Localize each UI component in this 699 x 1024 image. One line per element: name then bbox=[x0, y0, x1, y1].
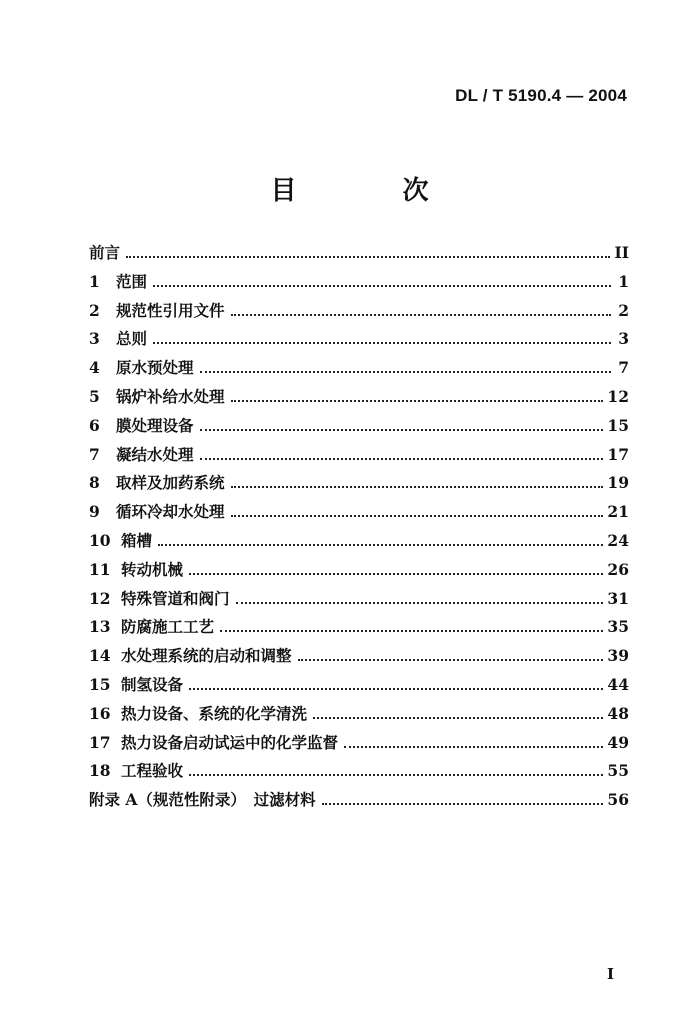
toc-entry[interactable] bbox=[89, 471, 629, 500]
toc-entry-page: 26 bbox=[607, 559, 629, 579]
toc-entry[interactable] bbox=[89, 529, 629, 558]
toc-entry-number: 8 bbox=[89, 473, 100, 493]
toc-entry-label: 前言 bbox=[89, 243, 121, 262]
toc-entry-page: 21 bbox=[607, 502, 629, 522]
toc-entry-label: 膜处理设备 bbox=[116, 415, 194, 435]
toc-entry[interactable] bbox=[89, 673, 629, 702]
toc-entry-number: 2 bbox=[89, 300, 100, 320]
toc-entry-page: 35 bbox=[607, 617, 629, 637]
toc-entry-page: 31 bbox=[607, 588, 629, 608]
toc-entry-page: 44 bbox=[607, 674, 629, 694]
toc-entry[interactable] bbox=[89, 759, 629, 788]
toc-leader-dots bbox=[231, 514, 604, 517]
toc-entry-page: 48 bbox=[607, 703, 629, 723]
toc-entry-number: 5 bbox=[89, 386, 100, 406]
toc-entry-label: 特殊管道和阀门 bbox=[121, 588, 230, 608]
toc-leader-dots bbox=[126, 255, 610, 258]
page-title: 目 次 bbox=[270, 176, 469, 206]
toc-leader-dots bbox=[153, 341, 611, 344]
toc-entry-page: 2 bbox=[618, 300, 629, 320]
toc-leader-dots bbox=[200, 428, 604, 431]
toc-leader-dots bbox=[189, 773, 603, 776]
toc-entry-number: 1 bbox=[89, 271, 100, 291]
toc-leader-dots bbox=[200, 370, 611, 373]
toc-entry-number: 9 bbox=[89, 502, 100, 522]
toc-entry-label: 原水预处理 bbox=[116, 358, 194, 378]
toc-entry-page: 7 bbox=[618, 358, 629, 378]
toc-entry-label: 范围 bbox=[116, 271, 148, 291]
toc-leader-dots bbox=[189, 572, 603, 575]
toc-entry[interactable] bbox=[89, 385, 629, 414]
toc-entry-label: 凝结水处理 bbox=[116, 444, 194, 464]
toc-entry-foreword[interactable] bbox=[89, 241, 629, 270]
toc-leader-dots bbox=[231, 485, 604, 488]
page-number: I bbox=[606, 965, 614, 983]
toc-entry[interactable] bbox=[89, 299, 629, 328]
toc-entry[interactable] bbox=[89, 500, 629, 529]
toc-entry-number: 3 bbox=[89, 329, 100, 349]
toc-entry[interactable] bbox=[89, 731, 629, 760]
toc-entry-page: 39 bbox=[607, 646, 629, 666]
toc-entry-label: 热力设备启动试运中的化学监督 bbox=[121, 732, 339, 752]
toc-entry-label: 制氢设备 bbox=[121, 674, 184, 694]
toc-entry-label: 转动机械 bbox=[121, 559, 184, 579]
toc-entry-label: 取样及加药系统 bbox=[116, 473, 225, 493]
toc-entry-number: 16 bbox=[89, 703, 111, 723]
toc-entry[interactable] bbox=[89, 356, 629, 385]
toc-leader-dots bbox=[236, 601, 604, 604]
toc-leader-dots bbox=[231, 399, 604, 402]
toc-entry-label: 总则 bbox=[116, 329, 148, 349]
table-of-contents bbox=[89, 241, 629, 817]
toc-leader-dots bbox=[189, 687, 603, 690]
toc-entry-page: 49 bbox=[607, 732, 629, 752]
toc-entry[interactable] bbox=[89, 414, 629, 443]
toc-entry-number: 11 bbox=[89, 559, 111, 579]
toc-entry-appendix-a[interactable] bbox=[89, 788, 629, 817]
toc-entry[interactable] bbox=[89, 587, 629, 616]
toc-entry-page: 55 bbox=[607, 761, 629, 781]
toc-entry[interactable] bbox=[89, 443, 629, 472]
toc-leader-dots bbox=[231, 313, 611, 316]
toc-leader-dots bbox=[313, 716, 603, 719]
toc-leader-dots bbox=[153, 284, 611, 287]
toc-entry-number: 10 bbox=[89, 530, 111, 550]
toc-leader-dots bbox=[322, 802, 604, 805]
toc-entry-number: 12 bbox=[89, 588, 111, 608]
toc-entry-label: 工程验收 bbox=[121, 761, 184, 781]
toc-entry-label: 水处理系统的启动和调整 bbox=[121, 646, 292, 666]
toc-entry-page: 17 bbox=[607, 444, 629, 464]
toc-entry-page: II bbox=[614, 243, 629, 262]
toc-entry-label: 循环冷却水处理 bbox=[116, 502, 225, 522]
toc-entry-page: 19 bbox=[607, 473, 629, 493]
toc-entry-number: 14 bbox=[89, 646, 111, 666]
toc-entry[interactable] bbox=[89, 558, 629, 587]
toc-entry-number: 7 bbox=[89, 444, 100, 464]
toc-leader-dots bbox=[298, 658, 604, 661]
toc-entry[interactable] bbox=[89, 615, 629, 644]
toc-leader-dots bbox=[158, 543, 603, 546]
toc-entry-label: 附录 A（规范性附录） 过滤材料 bbox=[89, 790, 316, 810]
toc-entry-number: 6 bbox=[89, 415, 100, 435]
toc-entry-page: 1 bbox=[618, 271, 629, 291]
toc-entry-label: 规范性引用文件 bbox=[116, 300, 225, 320]
toc-entry-number: 18 bbox=[89, 761, 111, 781]
toc-entry-label: 箱槽 bbox=[121, 530, 153, 550]
toc-leader-dots bbox=[220, 629, 603, 632]
toc-entry[interactable] bbox=[89, 327, 629, 356]
toc-entry-number: 17 bbox=[89, 732, 111, 752]
toc-entry-page: 15 bbox=[607, 415, 629, 435]
toc-entry-label: 防腐施工工艺 bbox=[121, 617, 215, 637]
toc-entry-number: 13 bbox=[89, 617, 111, 637]
toc-leader-dots bbox=[344, 745, 603, 748]
standard-code: DL / T 5190.4 — 2004 bbox=[455, 86, 627, 105]
toc-entry-page: 56 bbox=[607, 790, 629, 810]
toc-entry[interactable] bbox=[89, 644, 629, 673]
toc-entry[interactable] bbox=[89, 270, 629, 299]
toc-entry-page: 12 bbox=[607, 386, 629, 406]
toc-leader-dots bbox=[200, 457, 604, 460]
toc-entry-number: 15 bbox=[89, 674, 111, 694]
toc-entry[interactable] bbox=[89, 702, 629, 731]
toc-entry-page: 24 bbox=[607, 530, 629, 550]
toc-entry-label: 热力设备、系统的化学清洗 bbox=[121, 703, 308, 723]
toc-entry-label: 锅炉补给水处理 bbox=[116, 386, 225, 406]
toc-entry-number: 4 bbox=[89, 358, 100, 378]
toc-entry-page: 3 bbox=[618, 329, 629, 349]
